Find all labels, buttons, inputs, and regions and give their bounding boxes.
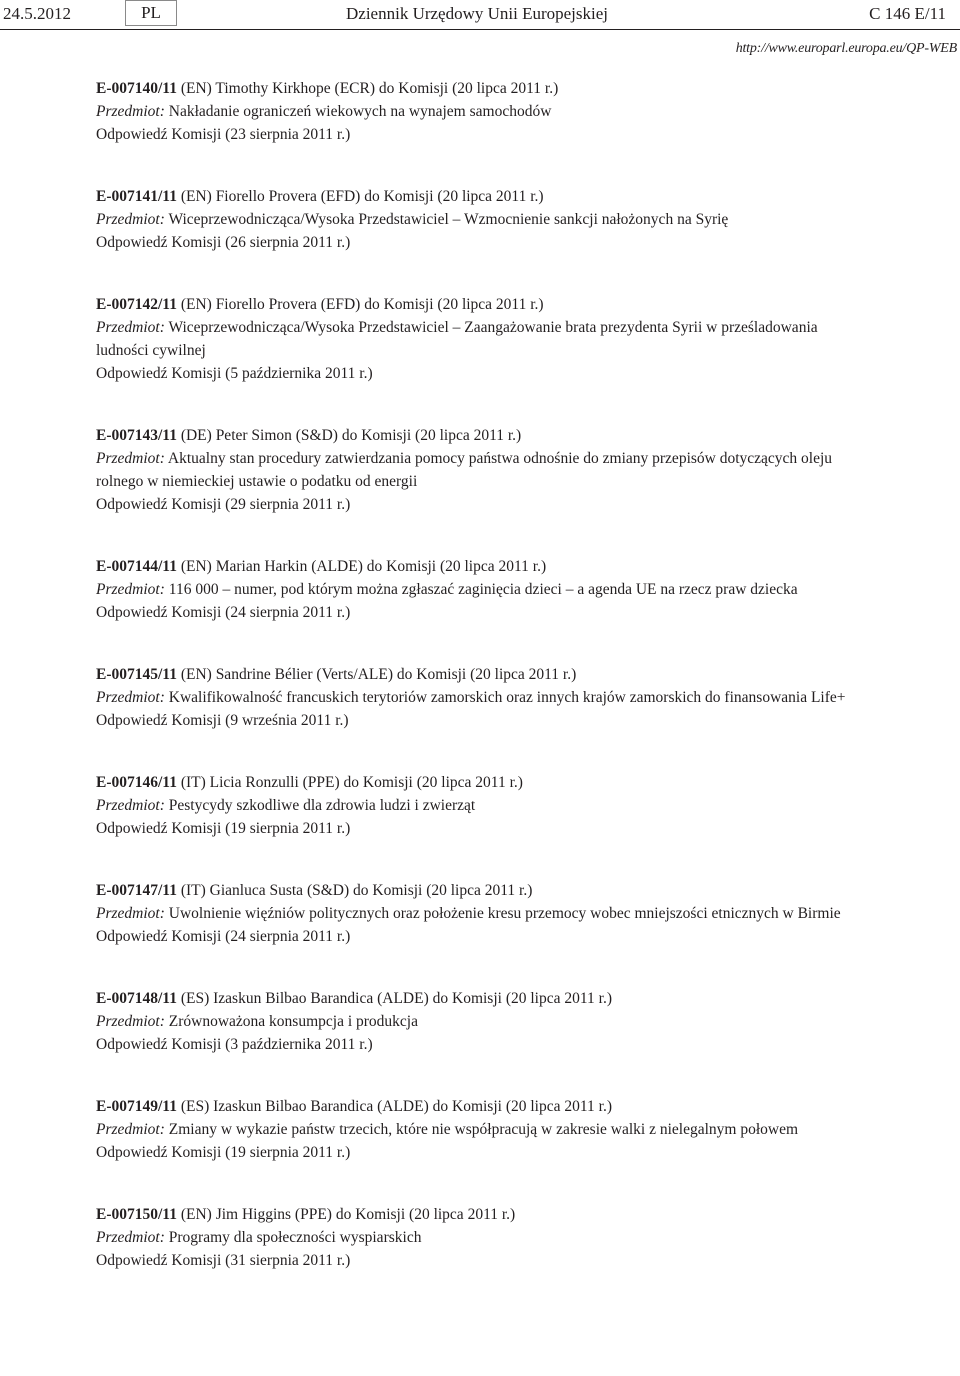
commission-answer: Odpowiedź Komisji (5 października 2011 r.) [96, 365, 373, 382]
question-entry [96, 293, 846, 385]
question-author: (EN) Fiorello Provera (EFD) do Komisji (20 lipca 2011 r.) [176, 188, 544, 205]
subject-text: Nakładanie ograniczeń wiekowych na wynajem samochodów [164, 103, 552, 120]
question-author: (ES) Izaskun Bilbao Barandica (ALDE) do Komisji (20 lipca 2011 r.) [176, 990, 612, 1007]
question-subject [96, 1226, 846, 1249]
question-number: E-007147/11 [96, 882, 177, 899]
question-number: E-007142/11 [96, 296, 177, 313]
question-header [96, 987, 846, 1010]
question-author: (EN) Marian Harkin (ALDE) do Komisji (20 lipca 2011 r.) [176, 558, 547, 575]
question-subject [96, 1118, 846, 1141]
subject-label: Przedmiot: [96, 450, 165, 467]
question-author: (EN) Fiorello Provera (EFD) do Komisji (20 lipca 2011 r.) [176, 296, 544, 313]
subject-label: Przedmiot: [96, 319, 165, 336]
subject-label: Przedmiot: [96, 689, 165, 706]
commission-answer: Odpowiedź Komisji (29 sierpnia 2011 r.) [96, 496, 351, 513]
commission-answer: Odpowiedź Komisji (31 sierpnia 2011 r.) [96, 1252, 351, 1269]
question-number: E-007145/11 [96, 666, 177, 683]
question-header [96, 77, 846, 100]
header-rule [0, 29, 960, 30]
question-number: E-007146/11 [96, 774, 177, 791]
subject-text: Pestycydy szkodliwe dla zdrowia ludzi i zwierząt [164, 797, 476, 814]
question-entry [96, 1203, 846, 1272]
subject-text: Zmiany w wykazie państw trzecich, które nie współpracują w zakresie walki z nielegalnym połowem [164, 1121, 799, 1138]
commission-answer: Odpowiedź Komisji (3 października 2011 r.) [96, 1036, 373, 1053]
question-number: E-007149/11 [96, 1098, 177, 1115]
question-header [96, 185, 846, 208]
subject-label: Przedmiot: [96, 1013, 165, 1030]
question-number: E-007144/11 [96, 558, 177, 575]
subject-text: 116 000 – numer, pod którym można zgłaszać zaginięcia dzieci – a agenda UE na rzecz praw dziecka [164, 581, 798, 598]
question-author: (IT) Gianluca Susta (S&D) do Komisji (20 lipca 2011 r.) [176, 882, 533, 899]
question-subject [96, 902, 846, 925]
publication-date: 24.5.2012 [3, 4, 71, 23]
question-header [96, 1095, 846, 1118]
question-author: (EN) Sandrine Bélier (Verts/ALE) do Komisji (20 lipca 2011 r.) [176, 666, 577, 683]
question-header [96, 771, 846, 794]
question-subject [96, 100, 846, 123]
question-subject [96, 447, 846, 493]
question-header [96, 293, 846, 316]
question-number: E-007148/11 [96, 990, 177, 1007]
question-entry [96, 77, 846, 146]
question-subject [96, 316, 846, 362]
page-header [0, 0, 960, 30]
question-number: E-007150/11 [96, 1206, 177, 1223]
question-subject [96, 686, 846, 709]
subject-label: Przedmiot: [96, 797, 165, 814]
question-author: (DE) Peter Simon (S&D) do Komisji (20 lipca 2011 r.) [176, 427, 522, 444]
commission-answer: Odpowiedź Komisji (24 sierpnia 2011 r.) [96, 604, 351, 621]
subject-text: Aktualny stan procedury zatwierdzania pomocy państwa odnośnie do zmiany przepisów dotyczących oleju rolnego w niemieckiej ustawie o podatku od energii [96, 450, 833, 490]
language-box: PL [125, 0, 177, 26]
subject-text: Wiceprzewodnicząca/Wysoka Przedstawiciel – Wzmocnienie sankcji nałożonych na Syrię [164, 211, 729, 228]
subject-text: Kwalifikowalność francuskich terytoriów zamorskich oraz innych krajów zamorskich do finansowania Life+ [164, 689, 846, 706]
question-entry [96, 555, 846, 624]
source-url[interactable]: http://www.europarl.europa.eu/QP-WEB [735, 41, 957, 56]
commission-answer: Odpowiedź Komisji (26 sierpnia 2011 r.) [96, 234, 351, 251]
commission-answer: Odpowiedź Komisji (24 sierpnia 2011 r.) [96, 928, 351, 945]
question-header [96, 1203, 846, 1226]
question-header [96, 424, 846, 447]
question-header [96, 555, 846, 578]
question-author: (EN) Jim Higgins (PPE) do Komisji (20 lipca 2011 r.) [176, 1206, 516, 1223]
subject-label: Przedmiot: [96, 581, 165, 598]
question-author: (ES) Izaskun Bilbao Barandica (ALDE) do Komisji (20 lipca 2011 r.) [176, 1098, 612, 1115]
subject-label: Przedmiot: [96, 1121, 165, 1138]
question-number: E-007141/11 [96, 188, 177, 205]
subject-label: Przedmiot: [96, 905, 165, 922]
commission-answer: Odpowiedź Komisji (19 sierpnia 2011 r.) [96, 820, 351, 837]
question-entry [96, 185, 846, 254]
question-entry [96, 1095, 846, 1164]
subject-text: Uwolnienie więźniów politycznych oraz położenie kresu przemocy wobec mniejszości etnicznych w Birmie [164, 905, 841, 922]
subject-label: Przedmiot: [96, 211, 165, 228]
journal-title: Dziennik Urzędowy Unii Europejskiej [346, 4, 609, 23]
question-entry [96, 663, 846, 732]
subject-text: Zrównoważona konsumpcja i produkcja [164, 1013, 418, 1030]
question-header [96, 663, 846, 686]
subject-text: Programy dla społeczności wyspiarskich [164, 1229, 422, 1246]
commission-answer: Odpowiedź Komisji (9 września 2011 r.) [96, 712, 349, 729]
page-reference: C 146 E/11 [869, 4, 946, 23]
question-entry [96, 879, 846, 948]
question-list [96, 77, 846, 1311]
subject-label: Przedmiot: [96, 103, 165, 120]
question-entry [96, 424, 846, 516]
question-subject [96, 794, 846, 817]
question-author: (EN) Timothy Kirkhope (ECR) do Komisji (20 lipca 2011 r.) [176, 80, 559, 97]
question-header [96, 879, 846, 902]
question-subject [96, 1010, 846, 1033]
subject-text: Wiceprzewodnicząca/Wysoka Przedstawiciel – Zaangażowanie brata prezydenta Syrii w prześladowania ludności cywilnej [96, 319, 818, 359]
commission-answer: Odpowiedź Komisji (19 sierpnia 2011 r.) [96, 1144, 351, 1161]
commission-answer: Odpowiedź Komisji (23 sierpnia 2011 r.) [96, 126, 351, 143]
subject-label: Przedmiot: [96, 1229, 165, 1246]
question-entry [96, 771, 846, 840]
question-subject [96, 578, 846, 601]
question-subject [96, 208, 846, 231]
question-number: E-007140/11 [96, 80, 177, 97]
question-entry [96, 987, 846, 1056]
question-number: E-007143/11 [96, 427, 177, 444]
question-author: (IT) Licia Ronzulli (PPE) do Komisji (20 lipca 2011 r.) [176, 774, 523, 791]
